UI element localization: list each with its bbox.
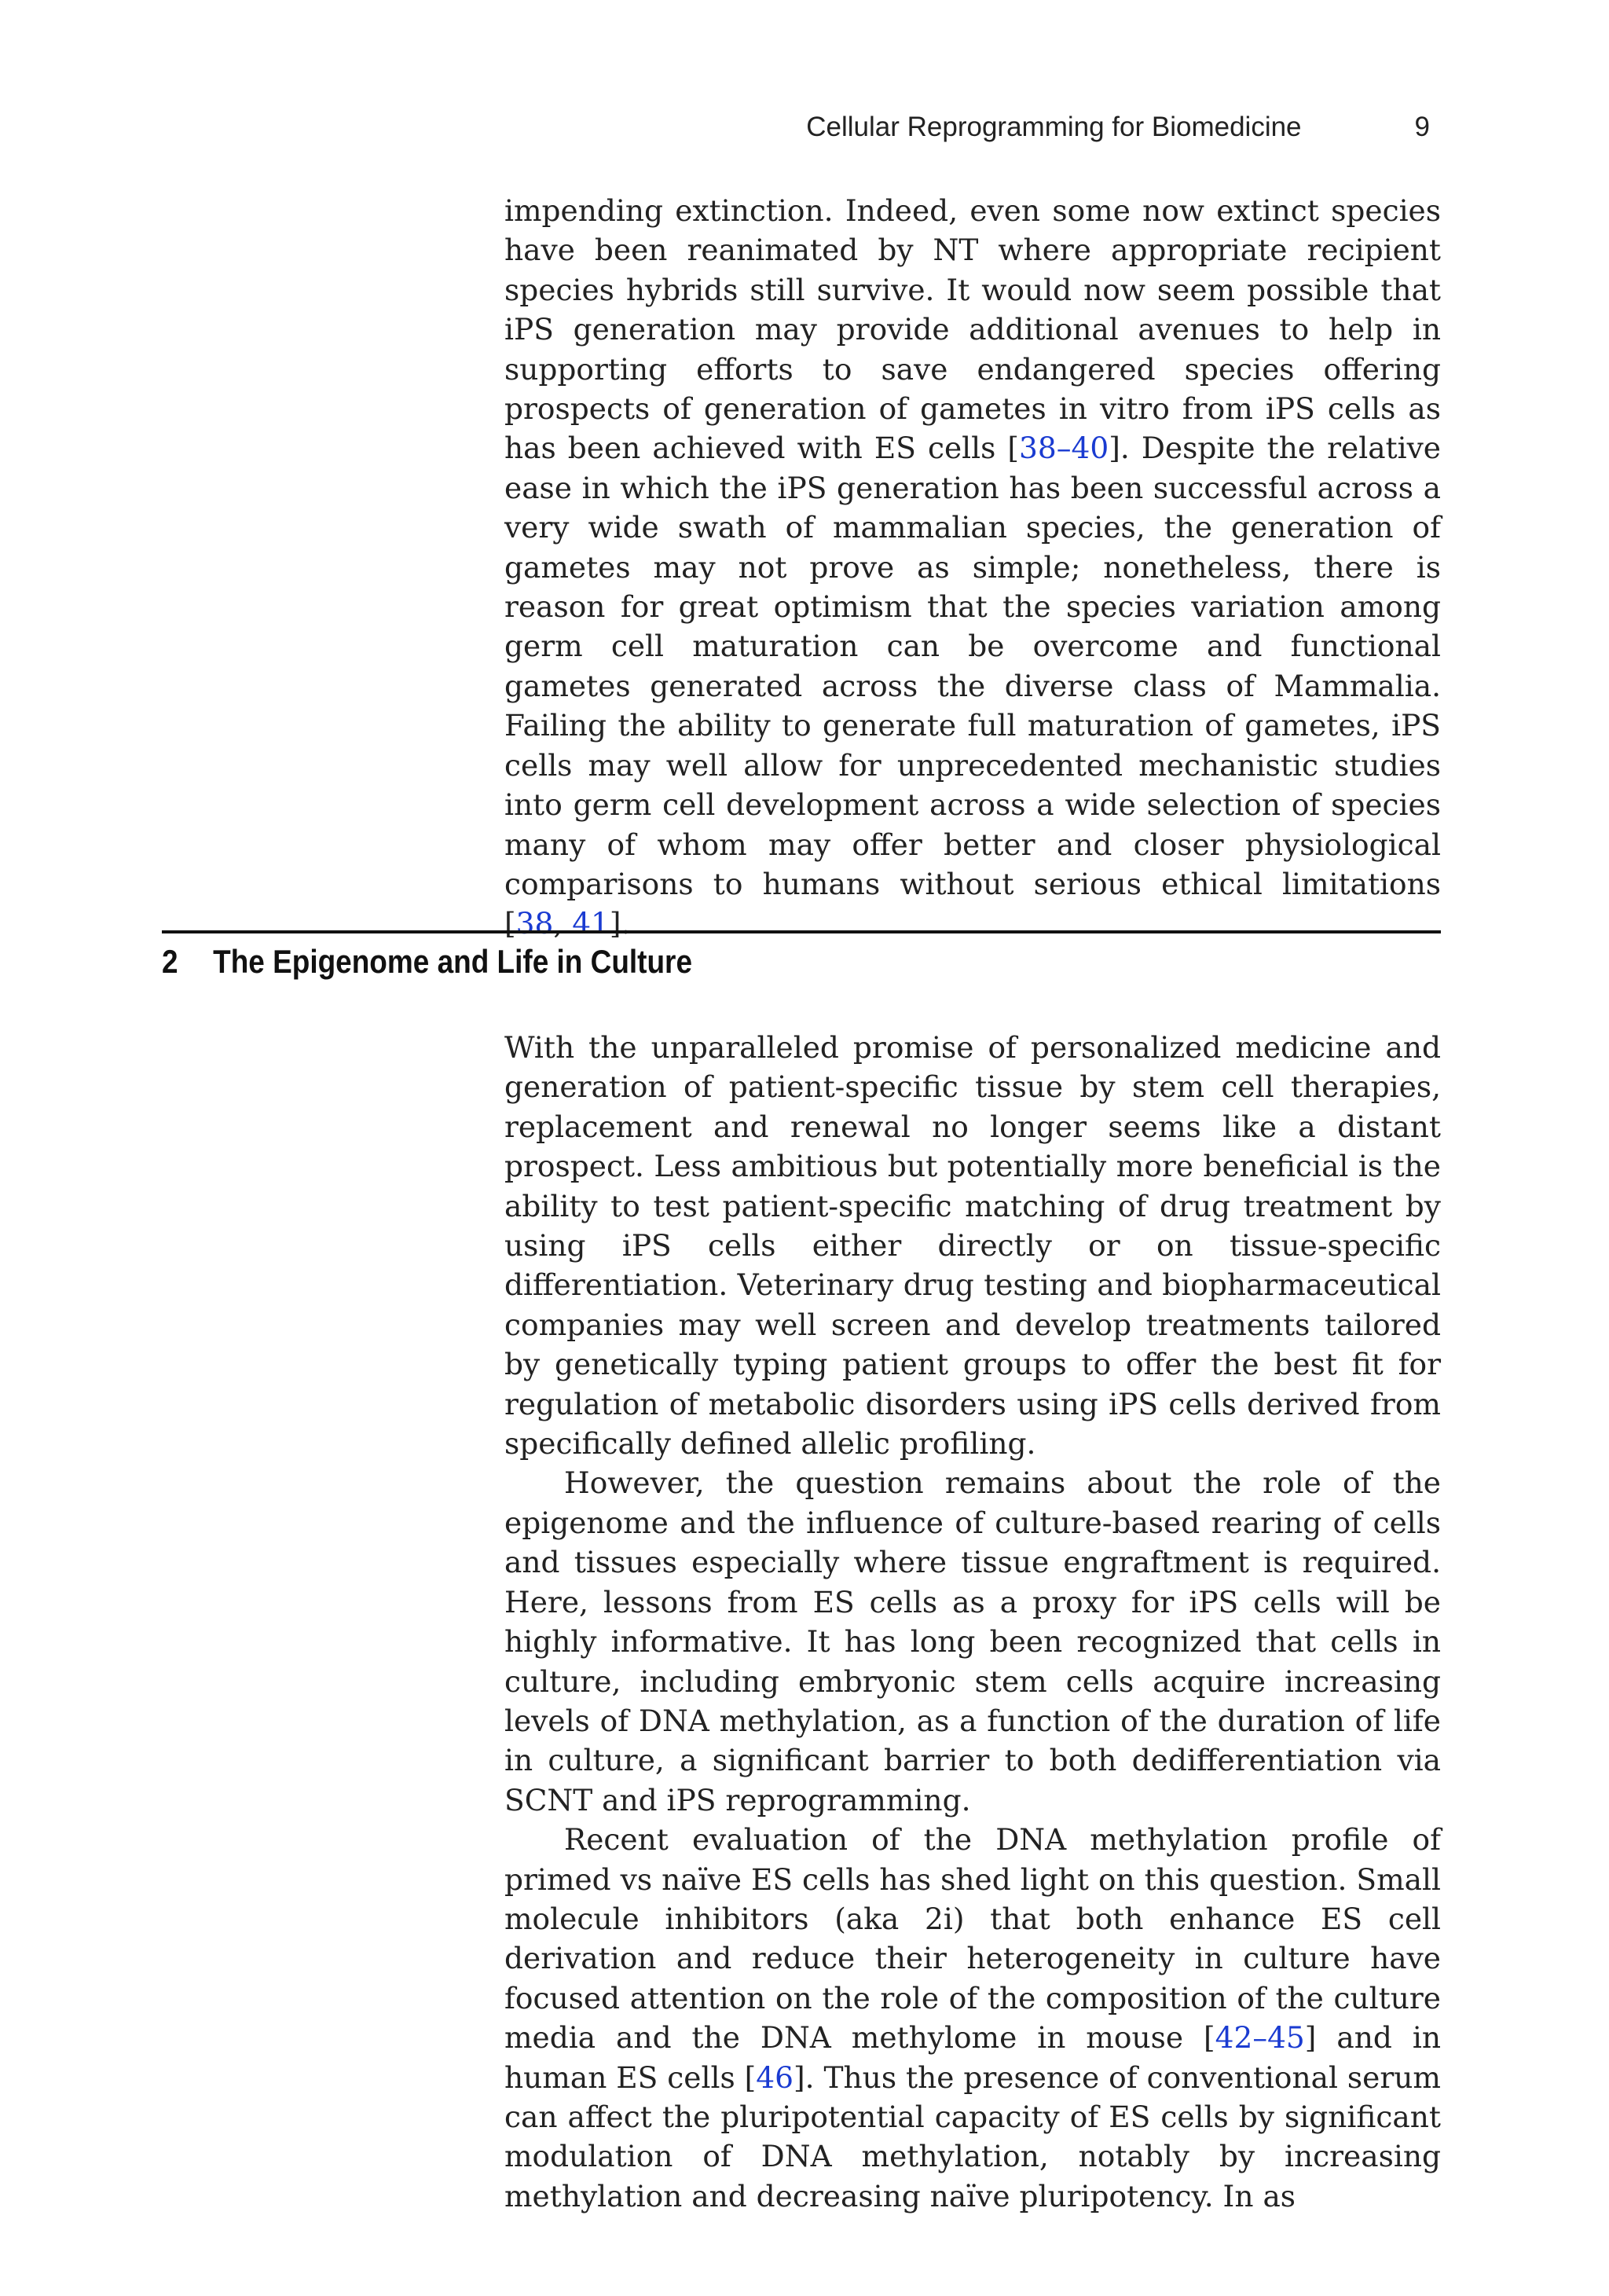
citation-link-38[interactable]: 38 [515, 906, 554, 941]
page-number: 9 [1414, 112, 1430, 142]
continued-paragraph-block [504, 191, 1441, 944]
citation-link-38-40[interactable]: 38–40 [1019, 431, 1109, 466]
text-run: impending extinction. Indeed, even some now extinct species have been reanimated by NT where appropriate recipient species hybrids still survive. It would now seem possible that iPS generation may provide additional avenues to help in supporting efforts to save endangered species offering prospects of generation of gametes in vitro from iPS cells as has been achieved with ES cells [ [504, 193, 1441, 466]
paragraph-2: However, the question remains about the role of the epigenome and the influence of culture-based rearing of cells and tissues especially where tissue engraftment is required. Here, lessons from ES cells as a proxy for iPS cells will be highly informative. It has long been recognized that cells in culture, including embryonic stem cells acquire increasing levels of DNA methylation, as a function of the duration of life in culture, a significant barrier to both dedifferentiation via SCNT and iPS reprogramming. [504, 1465, 1441, 1817]
continued-paragraph [504, 191, 1441, 944]
paragraph-3 [504, 1820, 1441, 2216]
text-run: ]. Thus the presence of conventional serum can affect the pluripotential capacity of ES cells by significant modulation of DNA methylation, notably by increasing methylation and decreasing naïve pluripotency. In as [504, 2059, 1441, 2213]
citation-link-41[interactable]: 41 [572, 906, 610, 941]
running-title: Cellular Reprogramming for Biomedicine [806, 112, 1302, 142]
text-run: ]. [609, 906, 631, 941]
text-run: ] and in human ES cells [ [504, 2020, 1441, 2095]
section-rule [162, 930, 1441, 933]
text-run: Recent evaluation of the DNA methylation profile of primed vs naïve ES cells has shed light on this question. Small molecule inhibitors (aka 2i) that both enhance ES cell derivation and reduce their heterogeneity in culture have focused attention on the role of the composition of the culture media and the DNA methylome in mouse [ [504, 1822, 1441, 2056]
section-title: The Epigenome and Life in Culture [213, 943, 693, 980]
running-head [0, 112, 1430, 143]
paragraph-1: With the unparalleled promise of personalized medicine and generation of patient-specific tissue by stem cell therapies, replacement and renewal no longer seems like a distant prospect. Less ambitious but potentially more beneficial is the ability to test patient-specific matching of drug treatment by using iPS cells either directly or on tissue-specific differentiation. Veterinary drug testing and biopharmaceutical companies may well screen and develop treatments tailored by genetically typing patient groups to offer the best fit for regulation of metabolic disorders using iPS cells derived from specifically defined allelic profiling. [504, 1030, 1441, 1462]
section-body [504, 1028, 1441, 2216]
section-heading [162, 940, 692, 984]
text-run: ]. Despite the relative ease in which the iPS generation has been successful across a very wide swath of mammalian species, the generation of gametes may not prove as simple; nonetheless, there is reason for great optimism that the species variation among germ cell maturation can be overcome and functional gametes generated across the diverse class of Mammalia. Failing the ability to generate full maturation of gametes, iPS cells may well allow for unprecedented mechanistic studies into germ cell development across a wide selection of species many of whom may offer better and closer physiological comparisons to humans without serious ethical limitations [ [504, 431, 1441, 941]
section-number: 2 [162, 943, 178, 980]
citation-link-42-45[interactable]: 42–45 [1215, 2020, 1305, 2056]
text-run: , [553, 906, 573, 941]
citation-link-46[interactable]: 46 [756, 2059, 794, 2095]
